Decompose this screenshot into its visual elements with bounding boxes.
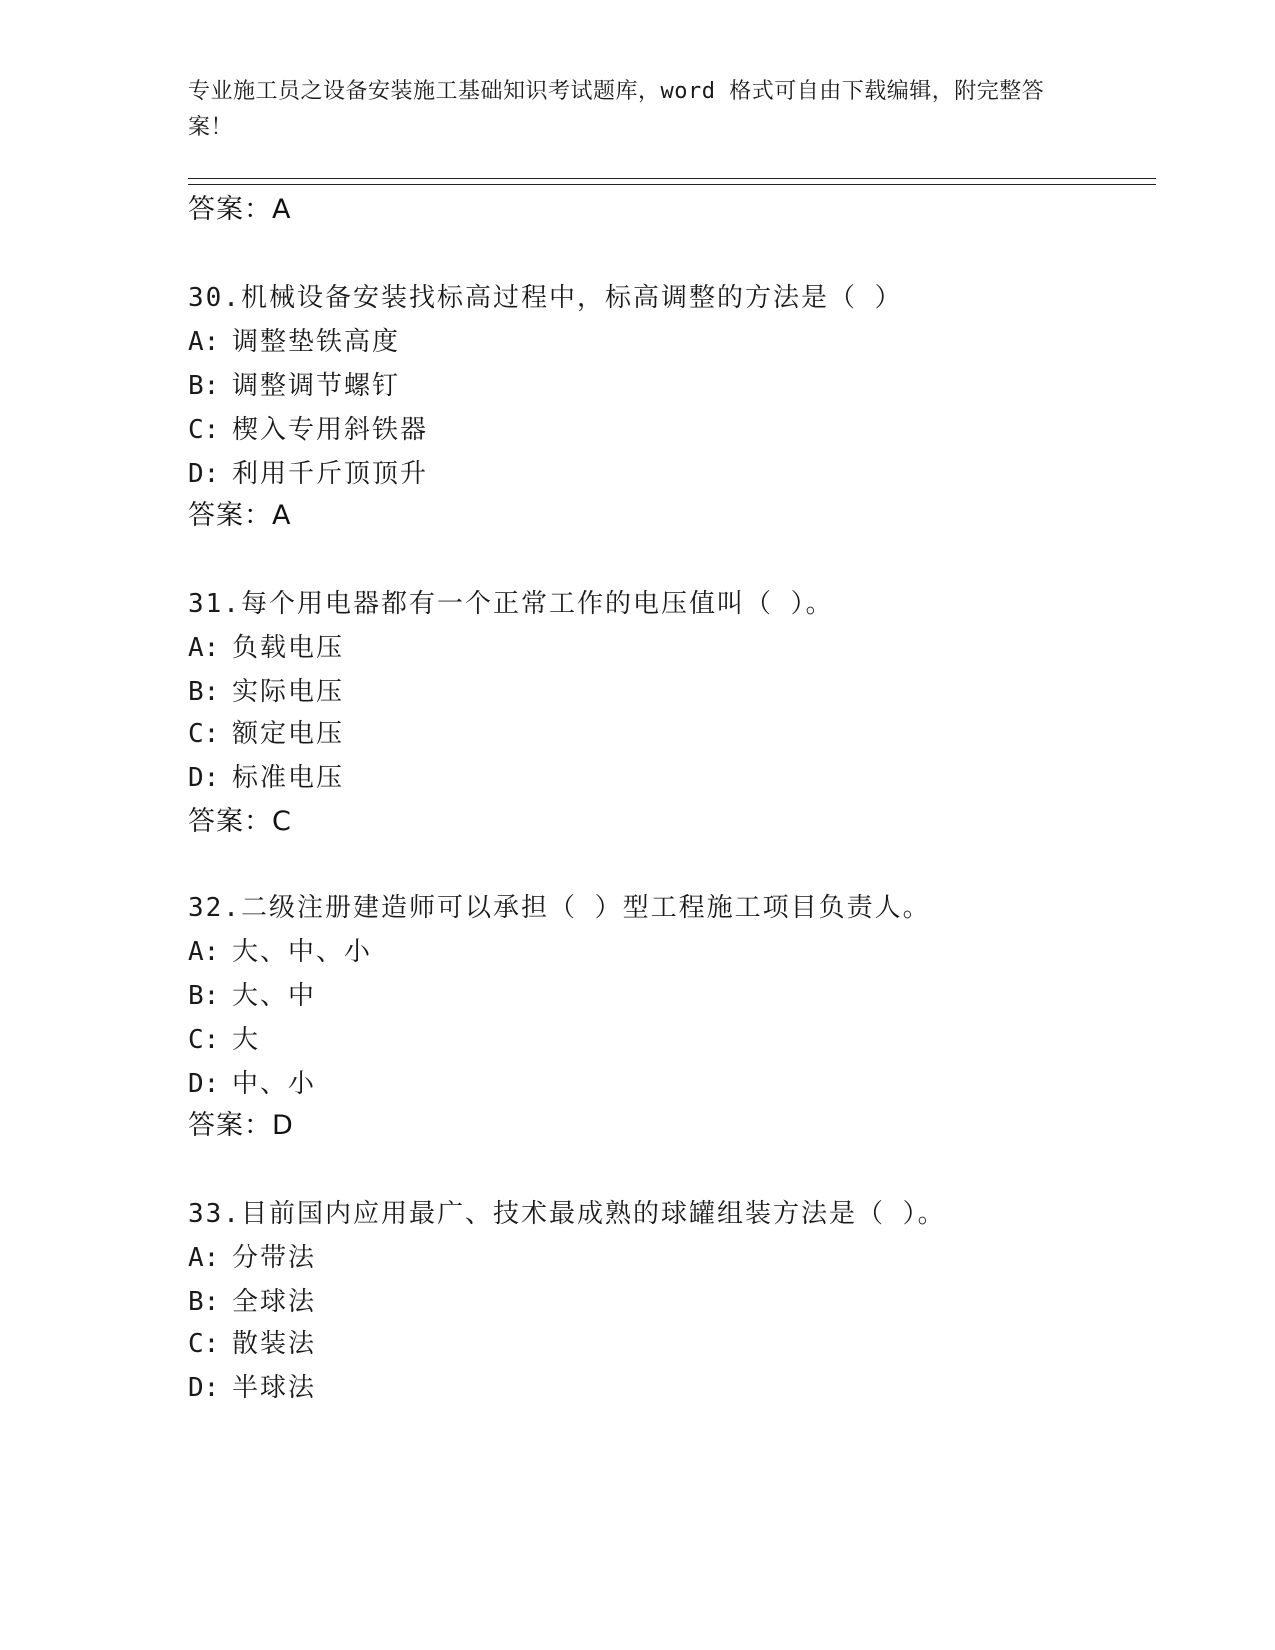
option-text: 调整垫铁高度 [232,327,401,357]
option-c [188,718,344,750]
question-number: 31. [188,589,241,619]
option-d [188,1372,316,1404]
option-c [188,1328,316,1360]
option-label: B: [188,371,220,401]
option-c [188,1024,260,1056]
option-d [188,762,344,794]
option-text: 负载电压 [232,633,345,663]
question-number: 30. [188,283,241,313]
option-text: 利用千斤顶顶升 [232,459,429,489]
option-text: 中、小 [232,1069,317,1099]
option-label: D: [188,459,220,489]
option-label: C: [188,1329,220,1359]
question-stem [188,892,931,924]
header-divider-top [188,178,1156,179]
option-label: A: [188,633,220,663]
option-label: D: [188,1069,220,1099]
option-c [188,414,428,446]
option-label: C: [188,719,220,749]
answer-prev: 答案：A [188,194,292,225]
question-text: 机械设备安装找标高过程中，标高调整的方法是（ ） [240,283,903,313]
option-b [188,370,400,402]
option-b [188,1286,316,1318]
option-text: 大 [232,1025,261,1055]
option-text: 大、中 [232,981,317,1011]
question-text: 二级注册建造师可以承担（ ）型工程施工项目负责人。 [240,893,931,923]
option-text: 楔入专用斜铁器 [232,415,429,445]
option-label: D: [188,1373,220,1403]
option-text: 全球法 [232,1287,317,1317]
option-label: A: [188,327,220,357]
answer: 答案：D [188,1110,294,1141]
option-a [188,1242,316,1274]
option-text: 大、中、小 [232,937,373,967]
question-number: 33. [188,1199,241,1229]
option-label: C: [188,415,220,445]
option-text: 调整调节螺钉 [232,371,401,401]
option-label: C: [188,1025,220,1055]
option-text: 散装法 [232,1329,317,1359]
option-text: 分带法 [232,1243,317,1273]
answer: 答案：C [188,806,292,837]
option-d [188,458,428,490]
answer: 答案：A [188,500,292,531]
option-text: 额定电压 [232,719,345,749]
option-a [188,632,344,664]
header-divider-bottom [188,184,1156,185]
page-header: 专业施工员之设备安装施工基础知识考试题库，word 格式可自由下载编辑，附完整答案！ [188,79,1045,140]
question-text: 每个用电器都有一个正常工作的电压值叫（ ）。 [240,589,834,619]
option-d [188,1068,316,1100]
option-text: 标准电压 [232,763,345,793]
option-label: D: [188,763,220,793]
option-text: 实际电压 [232,677,345,707]
option-a [188,936,372,968]
question-stem [188,1198,946,1230]
option-label: A: [188,1243,220,1273]
question-stem [188,282,903,314]
option-label: B: [188,1287,220,1317]
option-label: A: [188,937,220,967]
question-stem [188,588,834,620]
option-b [188,676,344,708]
option-label: B: [188,677,220,707]
option-label: B: [188,981,220,1011]
question-text: 目前国内应用最广、技术最成熟的球罐组装方法是（ ）。 [240,1199,946,1229]
question-number: 32. [188,893,241,923]
option-b [188,980,316,1012]
option-a [188,326,400,358]
option-text: 半球法 [232,1373,317,1403]
